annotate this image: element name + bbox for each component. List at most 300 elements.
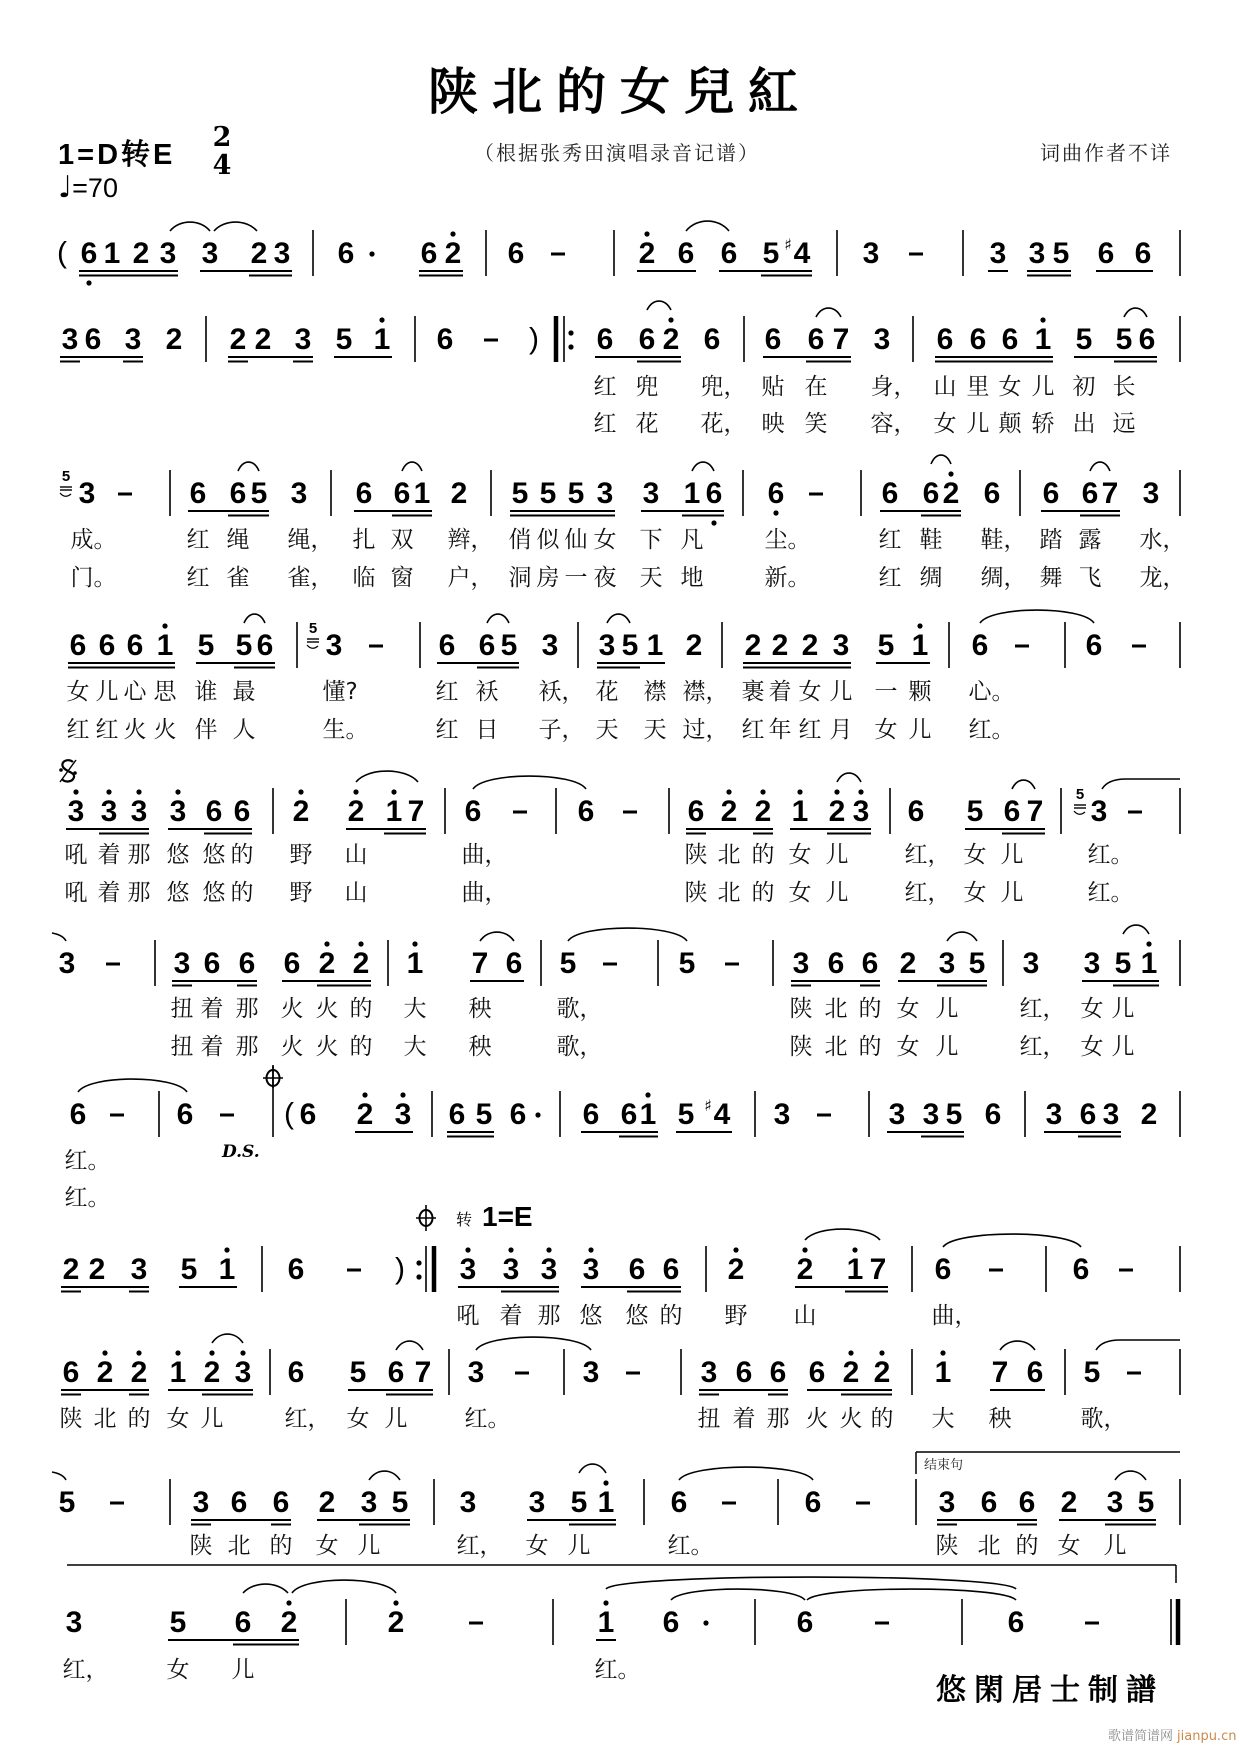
arranger-signature: 悠閑居士制譜 <box>936 1673 1164 1708</box>
lyric-char: 悠 <box>166 880 190 906</box>
note-digit: 2 <box>1060 1486 1078 1519</box>
lyric-char: 火 <box>315 996 339 1022</box>
lyric-char: 北 <box>717 842 741 868</box>
lyric-char: 着 <box>97 880 121 906</box>
note-digit: 5 <box>1137 1486 1155 1519</box>
octave-dot-high <box>834 789 839 794</box>
lyric-char: 辫， <box>447 527 494 553</box>
note-digit: 1 <box>156 629 174 662</box>
slur <box>671 1589 805 1600</box>
sustain-dash <box>623 811 637 814</box>
lyric-char: 凡 <box>680 527 704 553</box>
octave-dot-high <box>588 1247 593 1252</box>
note-digit: 1 <box>1034 323 1052 356</box>
note-digit: 5 <box>58 1486 76 1519</box>
note-digit: 5 <box>1052 237 1070 270</box>
lyric-char: 的 <box>230 880 254 906</box>
octave-dot-high <box>848 1350 853 1355</box>
note-digit: 6 <box>670 1486 688 1519</box>
octave-dot-high <box>644 231 649 236</box>
lyric-char: 儿 <box>908 717 932 743</box>
sustain-dash <box>110 1502 124 1505</box>
note-digit: 2 <box>744 629 762 662</box>
lyric-char: 女 <box>1080 996 1104 1022</box>
lyric-char: 女 <box>896 1034 920 1060</box>
segno-curve <box>62 760 74 781</box>
repeat-dot <box>416 1274 421 1279</box>
lyric-char: 襟 <box>643 679 667 705</box>
note-digit: 6 <box>287 1253 305 1286</box>
octave-dot-high <box>546 1247 551 1252</box>
lyric-char: 花， <box>700 411 747 437</box>
lyric-char: 红， <box>904 842 951 868</box>
slur <box>487 614 509 623</box>
note-digit: 3 <box>1028 237 1046 270</box>
lyric-char: 儿 <box>384 1406 408 1432</box>
repeat-parenthesis: ( <box>57 236 67 270</box>
note-digit: 5 <box>762 237 780 270</box>
note-digit: 2 <box>754 795 772 828</box>
octave-dot-high <box>400 1092 405 1097</box>
slur <box>1102 779 1180 789</box>
note-digit: 2 <box>638 237 656 270</box>
note-digit: 6 <box>1085 629 1103 662</box>
note-digit: 5 <box>1114 947 1132 980</box>
note-digit: 1 <box>597 1606 615 1639</box>
coda-ring <box>267 1070 280 1086</box>
octave-dot-high <box>1040 317 1045 322</box>
octave-dot-high <box>940 1350 945 1355</box>
note-digit: 6 <box>1003 795 1021 828</box>
note-digit: 3 <box>169 795 187 828</box>
lyric-char: 北 <box>227 1533 251 1559</box>
note-digit: 3 <box>888 1098 906 1131</box>
lyric-char: 儿 <box>935 1034 959 1060</box>
grace-slur <box>60 493 71 496</box>
grace-slur <box>1074 811 1085 814</box>
lyric-char: 儿 <box>1111 1034 1135 1060</box>
slur <box>238 462 259 471</box>
octave-dot-high <box>298 789 303 794</box>
octave-dot-high <box>106 789 111 794</box>
note-digit: 1 <box>169 1356 187 1389</box>
note-digit: 3 <box>582 1253 600 1286</box>
lyric-char: 红 <box>186 565 210 591</box>
lyric-char: 红 <box>878 527 902 553</box>
note-digit: 2 <box>1140 1098 1158 1131</box>
lyric-char: 女 <box>798 679 822 705</box>
lyric-char: 红。 <box>594 1657 641 1683</box>
note-digit: 2 <box>318 947 336 980</box>
slur <box>679 1467 813 1480</box>
lyric-char: 北 <box>717 880 741 906</box>
note-digit: 5 <box>539 477 557 510</box>
octave-dot-high <box>879 1350 884 1355</box>
note-digit: 5 <box>169 1606 187 1639</box>
note-digit: 6 <box>720 237 738 270</box>
sustain-dash <box>110 1114 124 1117</box>
note-digit: 2 <box>203 1356 221 1389</box>
note-digit: 3 <box>459 1253 477 1286</box>
lyric-char: 俏 <box>508 527 532 553</box>
note-digit: 2 <box>387 1606 405 1639</box>
note-digit: 5 <box>945 1098 963 1131</box>
slur <box>402 462 422 471</box>
lyric-char: 歌， <box>556 996 603 1022</box>
note-digit: 6 <box>337 237 355 270</box>
note-digit: 3 <box>467 1356 485 1389</box>
note-digit: 3 <box>792 947 810 980</box>
note-digit: 6 <box>807 323 825 356</box>
note-digit: 2 <box>685 629 703 662</box>
lyric-char: 袄， <box>538 679 585 705</box>
tempo-value: =70 <box>72 173 118 203</box>
lyric-char: 扭 <box>170 996 194 1022</box>
lyric-char: 心。 <box>968 679 1015 705</box>
note-digit: 3 <box>862 237 880 270</box>
note-digit: 5 <box>391 1486 409 1519</box>
note-digit: 6 <box>393 477 411 510</box>
note-digit: 5 <box>570 1486 588 1519</box>
lyric-char: 映 <box>761 411 785 437</box>
lyric-char: 门。 <box>70 565 117 591</box>
slur <box>244 614 265 623</box>
octave-dot-high <box>668 317 673 322</box>
note-digit: 6 <box>861 947 879 980</box>
repeat-dot <box>568 344 573 349</box>
slur <box>1123 925 1149 934</box>
lyric-char: 儿 <box>567 1533 591 1559</box>
octave-dot-high <box>858 789 863 794</box>
note-digit: 6 <box>620 1098 638 1131</box>
note-digit: 6 <box>509 1098 527 1131</box>
lyric-char: 火 <box>805 1406 829 1432</box>
coda-ring <box>420 1210 433 1226</box>
note-digit: 2 <box>280 1606 298 1639</box>
lyric-char: 那 <box>127 842 151 868</box>
note-digit: 6 <box>764 323 782 356</box>
lyric-char: 的 <box>349 996 373 1022</box>
note-digit: 3 <box>100 795 118 828</box>
sustain-dash <box>1128 811 1142 814</box>
note-digit: 6 <box>283 947 301 980</box>
lyric-char: 新。 <box>764 565 811 591</box>
note-digit: 6 <box>62 1356 80 1389</box>
note-digit: 3 <box>159 237 177 270</box>
lyric-char: 飞 <box>1078 565 1102 591</box>
note-digit: 6 <box>387 1356 405 1389</box>
augmentation-dot <box>535 1112 540 1117</box>
lyric-char: 户， <box>447 565 494 591</box>
slur <box>52 1472 66 1480</box>
note-digit: 6 <box>934 1253 952 1286</box>
note-digit: 6 <box>230 1486 248 1519</box>
lyric-char: 的 <box>127 1406 151 1432</box>
note-digit: 2 <box>356 1098 374 1131</box>
lyric-char: 红。 <box>1087 880 1134 906</box>
note-digit: 6 <box>234 1606 252 1639</box>
grace-note: 5 <box>61 468 71 485</box>
lyric-char: 吼 <box>456 1303 480 1329</box>
sustain-dash <box>369 645 383 648</box>
octave-dot-high <box>412 941 417 946</box>
note-digit: 6 <box>176 1098 194 1131</box>
slur <box>931 455 951 464</box>
segno-slash <box>60 760 76 782</box>
note-digit: 6 <box>1042 477 1060 510</box>
octave-dot-high <box>645 1092 650 1097</box>
note-digit: 3 <box>1102 1098 1120 1131</box>
note-digit: 3 <box>1083 947 1101 980</box>
note-digit: 3 <box>290 477 308 510</box>
lyric-char: 山 <box>933 374 957 400</box>
lyric-char: 女 <box>788 880 812 906</box>
note-digit: 6 <box>355 477 373 510</box>
note-digit: 2 <box>165 323 183 356</box>
note-digit: 3 <box>540 1253 558 1286</box>
note-digit: 1 <box>791 795 809 828</box>
staff-system-3 <box>60 455 1180 526</box>
note-digit: 3 <box>65 1606 83 1639</box>
slur <box>568 928 687 941</box>
sustain-dash <box>989 1269 1003 1272</box>
lyric-char: 雀， <box>287 565 334 591</box>
lyric-char: 谁 <box>194 679 218 705</box>
note-digit: 6 <box>596 323 614 356</box>
lyric-char: 初 <box>1072 374 1096 400</box>
lyric-char: 那 <box>127 880 151 906</box>
lyric-char: 裹 <box>741 679 765 705</box>
note-digit: 4 <box>793 237 811 270</box>
note-digit: 3 <box>78 477 96 510</box>
note-digit: 3 <box>700 1356 718 1389</box>
sharp-sign: ♯ <box>784 235 792 254</box>
note-digit: 3 <box>67 795 85 828</box>
lyric-char: 扎 <box>352 527 376 553</box>
lyric-char: 踏 <box>1039 527 1063 553</box>
lyric-char: 最 <box>232 679 256 705</box>
note-digit: 7 <box>471 947 489 980</box>
slur <box>606 1577 1016 1589</box>
lyric-char: 里 <box>966 374 990 400</box>
lyric-char: 儿 <box>1031 374 1055 400</box>
lyric-char: 在 <box>804 374 828 400</box>
lyric-char: 似 <box>536 527 560 553</box>
lyric-char: 曲， <box>931 1303 978 1329</box>
lyric-char: 秧 <box>988 1406 1012 1432</box>
note-digit: 3 <box>773 1098 791 1131</box>
note-digit: 3 <box>459 1486 477 1519</box>
note-digit: 6 <box>1079 1098 1097 1131</box>
lyric-char: 红。 <box>667 1533 714 1559</box>
note-digit: 5 <box>621 629 639 662</box>
sustain-dash <box>347 1269 361 1272</box>
slur <box>1096 1340 1180 1350</box>
lyric-char: 红 <box>186 527 210 553</box>
lyric-char: 那 <box>235 996 259 1022</box>
lyric-char: 天 <box>639 565 663 591</box>
quarter-note-icon <box>58 173 72 203</box>
lyric-char: 的 <box>659 1303 683 1329</box>
note-digit: 3 <box>325 629 343 662</box>
note-digit: 6 <box>808 1356 826 1389</box>
note-digit: 5 <box>500 629 518 662</box>
note-digit: 3 <box>598 629 616 662</box>
lyric-char: 女 <box>896 996 920 1022</box>
slur <box>356 771 418 782</box>
note-digit: 2 <box>771 629 789 662</box>
lyric-char: 火 <box>280 996 304 1022</box>
note-digit: 2 <box>132 237 150 270</box>
note-digit: 6 <box>233 795 251 828</box>
lyric-char: 陕 <box>684 880 708 906</box>
octave-dot-high <box>240 1350 245 1355</box>
lyric-char: 女 <box>66 679 90 705</box>
sustain-dash <box>875 1622 889 1625</box>
note-digit: 3 <box>528 1486 546 1519</box>
note-digit: 1 <box>218 1253 236 1286</box>
note-digit: 6 <box>662 1253 680 1286</box>
lyric-char: 儿 <box>825 842 849 868</box>
note-digit: 6 <box>881 477 899 510</box>
note-digit: 3 <box>1106 1486 1124 1519</box>
lyric-char: 伴 <box>194 717 218 743</box>
lyric-char: 北 <box>824 996 848 1022</box>
lyric-char: 颗 <box>908 679 932 705</box>
lyric-char: 野 <box>724 1303 748 1329</box>
note-digit: 6 <box>705 477 723 510</box>
grace-note: 5 <box>308 620 318 637</box>
slur <box>807 1589 1016 1600</box>
lyric-char: 红， <box>456 1533 503 1559</box>
sustain-dash <box>484 339 498 342</box>
lyric-char: 儿 <box>1103 1533 1127 1559</box>
lyric-char: 秧 <box>468 996 492 1022</box>
note-digit: 6 <box>1134 237 1152 270</box>
note-digit: 5 <box>877 629 895 662</box>
lyric-char: 女 <box>166 1406 190 1432</box>
lyric-char: 的 <box>751 880 775 906</box>
lyric-char: 山 <box>793 1303 817 1329</box>
note-digit: 5 <box>677 1098 695 1131</box>
ending-label: 结束句 <box>924 1458 964 1473</box>
note-digit: 6 <box>84 323 102 356</box>
slur <box>170 222 210 231</box>
note-digit: 2 <box>662 323 680 356</box>
note-digit: 3 <box>1142 477 1160 510</box>
octave-dot-high <box>102 1350 107 1355</box>
note-digit: 3 <box>61 323 79 356</box>
lyric-char: 火 <box>839 1406 863 1432</box>
lyric-char: 红， <box>62 1657 109 1683</box>
lyric-char: 子， <box>538 717 585 743</box>
octave-dot-high <box>733 1247 738 1252</box>
lyric-char: 女 <box>593 527 617 553</box>
lyric-char: 年 <box>768 717 792 743</box>
lyric-char: 陕 <box>789 996 813 1022</box>
lyric-char: 红 <box>95 717 119 743</box>
note-digit: 2 <box>796 1253 814 1286</box>
lyric-char: 水， <box>1139 527 1186 553</box>
octave-dot-high <box>726 789 731 794</box>
repeat-dot <box>568 330 573 335</box>
lyric-char: 悠 <box>202 880 226 906</box>
lyric-char: 火 <box>123 717 147 743</box>
note-digit: 2 <box>801 629 819 662</box>
note-digit: 7 <box>991 1356 1009 1389</box>
slur <box>473 776 586 789</box>
slur <box>980 610 1094 623</box>
note-digit: 6 <box>448 1098 466 1131</box>
lyric-char: 月 <box>829 717 853 743</box>
note-digit: 2 <box>450 477 468 510</box>
lyric-char: 红。 <box>1087 842 1134 868</box>
note-digit: 5 <box>1083 1356 1101 1389</box>
lyric-char: 儿 <box>231 1657 255 1683</box>
lyric-char: 歌， <box>556 1034 603 1060</box>
sustain-dash <box>118 493 132 496</box>
lyric-char: 远 <box>1112 411 1136 437</box>
lyric-char: 的 <box>269 1533 293 1559</box>
note-digit: 6 <box>189 477 207 510</box>
note-digit: 6 <box>971 629 989 662</box>
octave-dot-high <box>802 1247 807 1252</box>
lyric-char: 陕 <box>59 1406 83 1432</box>
note-digit: 7 <box>1101 477 1119 510</box>
octave-dot-high <box>917 623 922 628</box>
coda-icon <box>416 1205 436 1231</box>
note-digit: 3 <box>596 477 614 510</box>
lyric-char: 女 <box>315 1533 339 1559</box>
note-digit: 6 <box>735 1356 753 1389</box>
note-digit: 6 <box>677 237 695 270</box>
note-digit: 2 <box>352 947 370 980</box>
lyric-char: 着 <box>499 1303 523 1329</box>
slur <box>692 462 714 471</box>
octave-dot-high <box>175 1350 180 1355</box>
note-digit: 2 <box>254 323 272 356</box>
lyric-char: 女 <box>1080 1034 1104 1060</box>
note-digit: 6 <box>238 947 256 980</box>
lyric-char: 红 <box>593 374 617 400</box>
slur <box>243 1584 288 1593</box>
note-digit: 6 <box>507 237 525 270</box>
lyric-char: 扭 <box>697 1406 721 1432</box>
slur <box>1000 1341 1035 1350</box>
lyric-char: 女 <box>933 411 957 437</box>
octave-dot-high <box>175 789 180 794</box>
note-digit: 3 <box>922 1098 940 1131</box>
note-digit: 2 <box>318 1486 336 1519</box>
segno-dot <box>73 771 77 775</box>
lyric-char: 绳 <box>226 527 250 553</box>
time-signature-denominator: 4 <box>212 150 232 181</box>
time-signature-numerator: 2 <box>212 122 232 153</box>
lyric-char: 陕 <box>935 1533 959 1559</box>
octave-dot-high <box>465 1247 470 1252</box>
lyric-char: 的 <box>858 1034 882 1060</box>
slur <box>1115 1471 1146 1480</box>
repeat-dot <box>416 1260 421 1265</box>
note-digit: 1 <box>683 477 701 510</box>
lyric-char: 着 <box>200 1034 224 1060</box>
staff-system-6 <box>52 925 1180 986</box>
lyric-char: 的 <box>870 1406 894 1432</box>
segno-dot <box>59 768 63 772</box>
note-digit: 1 <box>413 477 431 510</box>
lyric-char: 女 <box>525 1533 549 1559</box>
note-digit: 1 <box>373 323 391 356</box>
